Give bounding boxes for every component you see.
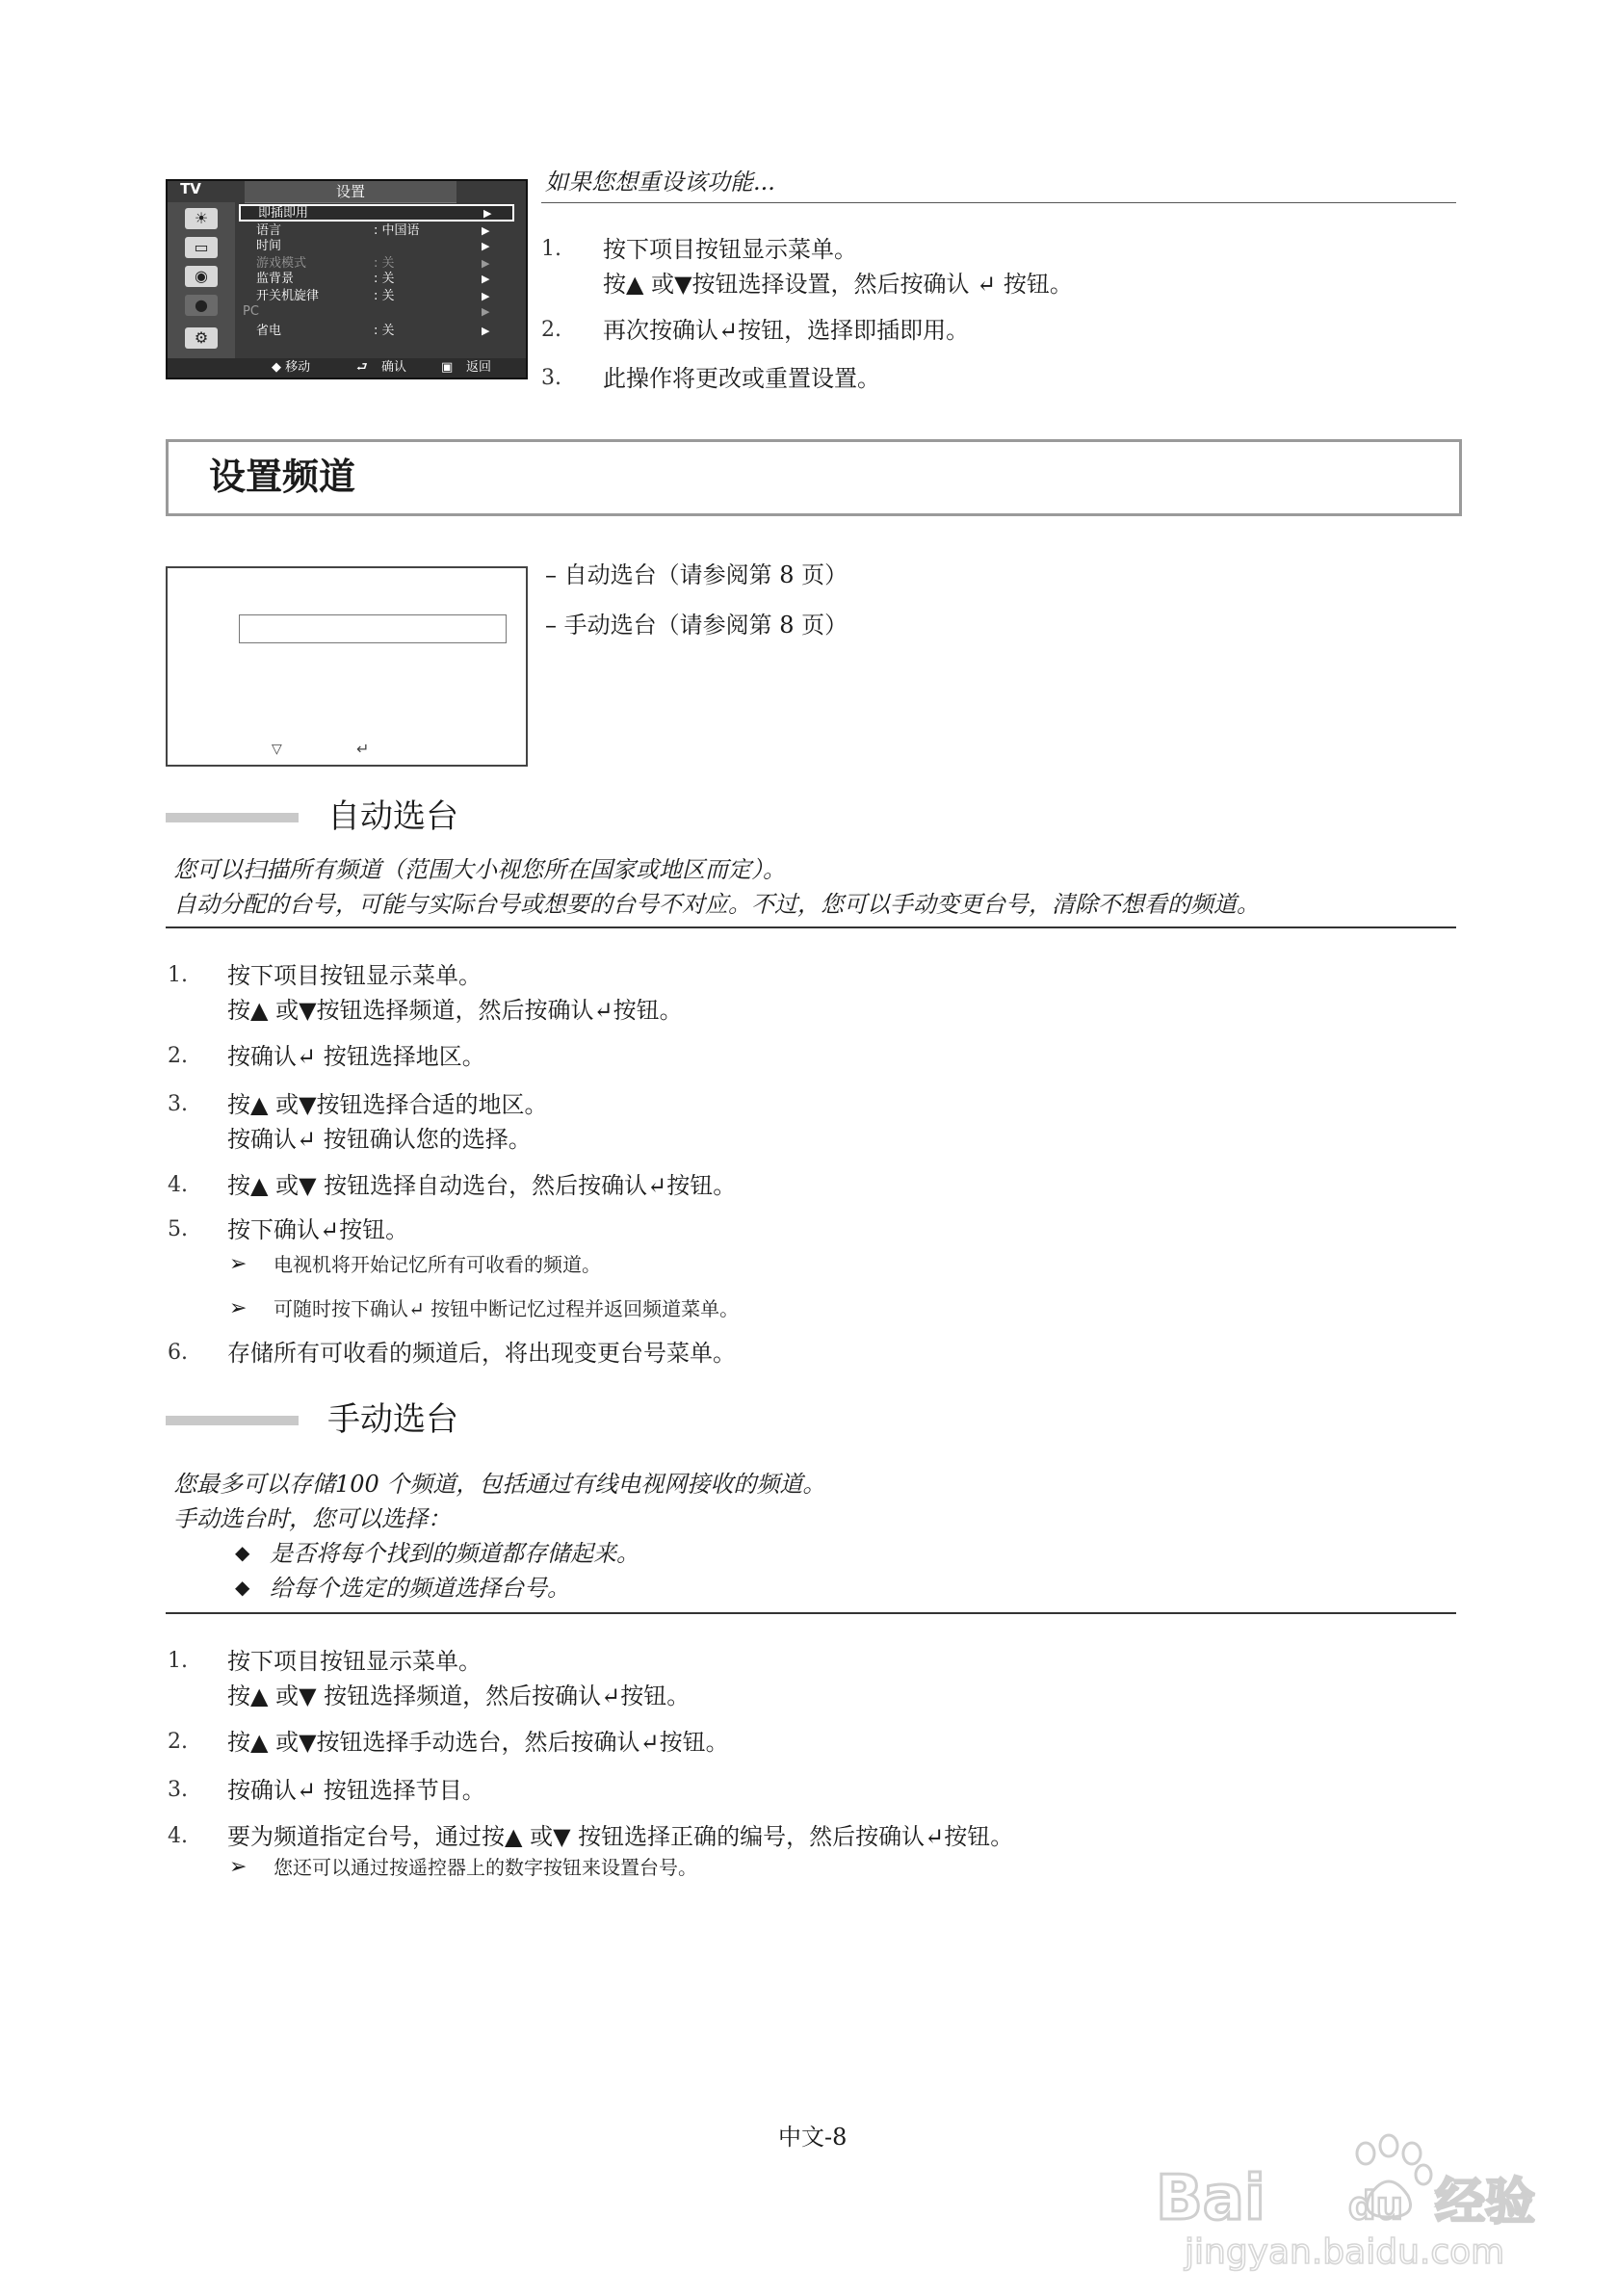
step-text: 此操作将更改或重置设置。 (603, 365, 880, 392)
step-text: 按下确认↵按钮。 (227, 1216, 409, 1243)
tv-menu-item[interactable]: 语言 : 中国语 ▶ (256, 223, 490, 238)
confirm-hint: 确认 (381, 360, 407, 375)
step-number: 1. (168, 963, 188, 987)
divider (166, 926, 1456, 928)
svg-text:du: du (1348, 2184, 1404, 2229)
bullet-text: 给每个选定的频道选择台号。 (270, 1575, 570, 1602)
step-text: 按▲ 或▼按钮选择合适的地区。 (227, 1091, 548, 1118)
move-icon: ▽ (272, 742, 282, 757)
toc-link-manual[interactable]: – 手动选台（请参阅第 8 页） (545, 612, 848, 639)
sound-icon: ▭ (185, 237, 218, 258)
intro-text: 自动分配的台号，可能与实际台号或想要的台号不对应。不过，您可以手动变更台号，清除不想看的频道。 (173, 891, 1260, 918)
step-text: 按▲ 或▼ 按钮选择自动选台，然后按确认↵按钮。 (227, 1172, 737, 1199)
tv-label: TV (180, 180, 201, 197)
section-banner (166, 439, 1462, 516)
tv-setup-menu (166, 179, 528, 379)
step-text: 按下项目按钮显示菜单。 (227, 962, 482, 989)
intro-text: 您最多可以存储100 个频道，包括通过有线电视网接收的频道。 (173, 1471, 826, 1498)
step-number: 6. (168, 1341, 188, 1365)
step-text: 按确认↵ 按钮选择地区。 (227, 1043, 485, 1070)
note-text: 可随时按下确认↵ 按钮中断记忆过程并返回频道菜单。 (274, 1297, 740, 1320)
note-arrow-icon: ➢ (229, 1252, 248, 1276)
step-text: 再次按确认↵按钮，选择即插即用。 (603, 317, 970, 344)
svg-text:Bai: Bai (1156, 2163, 1265, 2234)
setup-gear-icon: ⚙ (185, 327, 218, 349)
input-icon: ● (185, 295, 218, 316)
step-text: 按确认↵ 按钮选择节目。 (227, 1777, 485, 1804)
channel-icon: ◉ (185, 266, 218, 287)
tv-menu-item: PC ▶ (243, 304, 490, 319)
step-number: 3. (541, 366, 561, 390)
note-text: 您还可以通过按遥控器上的数字按钮来设置台号。 (274, 1856, 697, 1879)
step-number: 1. (168, 1649, 188, 1673)
step-text: 要为频道指定台号，通过按▲ 或▼ 按钮选择正确的编号，然后按确认↵按钮。 (227, 1823, 1014, 1850)
tv-menu-item[interactable]: 即插即用 ▶ (239, 204, 514, 222)
intro-text: 您可以扫描所有频道（范围大小视您所在国家或地区而定）。 (173, 856, 786, 883)
tv-menu-item: 游戏模式 : 关 ▶ (256, 256, 490, 271)
baidu-watermark-logo (1156, 2128, 1579, 2273)
step-text: 存储所有可收看的频道后，将出现变更台号菜单。 (227, 1340, 736, 1367)
step-number: 2. (168, 1730, 188, 1754)
step-number: 3. (168, 1778, 188, 1802)
tv-menu-item[interactable]: 开关机旋律 : 关 ▶ (256, 289, 490, 303)
section-bar (166, 813, 299, 822)
step-number: 2. (168, 1044, 188, 1068)
step-number: 1. (541, 237, 561, 261)
intro-text: 手动选台时，您可以选择： (173, 1505, 451, 1532)
channel-menu-screenshot (166, 566, 528, 767)
step-text: 按▲ 或▼ 按钮选择频道，然后按确认↵按钮。 (227, 1683, 691, 1709)
step-text: 按▲ 或▼按钮选择手动选台，然后按确认↵按钮。 (227, 1729, 729, 1756)
auto-tune-title: 自动选台 (327, 797, 458, 836)
tv-menu-item[interactable]: 省电 : 关 ▶ (256, 324, 490, 338)
step-number: 5. (168, 1217, 188, 1241)
reset-heading: 如果您想重设该功能... (545, 169, 775, 196)
tv-menu-list (239, 202, 520, 358)
picture-icon: ☀ (185, 208, 218, 229)
page-number: 中文-8 (778, 2124, 848, 2151)
tv-menu-sidebar (168, 202, 235, 358)
svg-text:jingyan.baidu.com: jingyan.baidu.com (1185, 2232, 1505, 2272)
banner-title: 设置频道 (209, 455, 356, 498)
diamond-bullet-icon: ◆ (235, 1541, 250, 1564)
step-text: 按▲ 或▼按钮选择设置，然后按确认 ↵ 按钮。 (603, 271, 1073, 298)
step-text: 按确认↵ 按钮确认您的选择。 (227, 1126, 532, 1153)
step-text: 按下项目按钮显示菜单。 (603, 236, 857, 263)
channel-menu-highlight (239, 614, 507, 643)
enter-icon: ⮐ (356, 360, 368, 375)
return-hint: 返回 (466, 360, 492, 375)
tv-menu-footer (168, 358, 526, 378)
section-bar (166, 1416, 299, 1425)
step-number: 4. (168, 1824, 188, 1848)
move-hint: ◆ 移动 (272, 360, 311, 375)
note-arrow-icon: ➢ (229, 1855, 248, 1879)
manual-tune-title: 手动选台 (327, 1400, 458, 1439)
enter-icon: ↵ (356, 740, 370, 758)
divider (166, 1612, 1456, 1614)
step-number: 4. (168, 1173, 188, 1197)
tv-menu-item[interactable]: 监背景 : 关 ▶ (256, 272, 490, 286)
toc-link-auto[interactable]: – 自动选台（请参阅第 8 页） (545, 561, 848, 588)
step-number: 3. (168, 1092, 188, 1116)
tv-menu-item[interactable]: 时间 ▶ (256, 239, 490, 253)
note-text: 电视机将开始记忆所有可收看的频道。 (274, 1253, 601, 1276)
note-arrow-icon: ➢ (229, 1296, 248, 1320)
diamond-bullet-icon: ◆ (235, 1576, 250, 1599)
return-icon: ▣ (441, 360, 454, 375)
step-text: 按▲ 或▼按钮选择频道，然后按确认↵按钮。 (227, 997, 683, 1024)
step-text: 按下项目按钮显示菜单。 (227, 1648, 482, 1675)
bullet-text: 是否将每个找到的频道都存储起来。 (270, 1540, 639, 1567)
svg-text:经验: 经验 (1435, 2174, 1536, 2231)
step-number: 2. (541, 318, 561, 342)
divider (541, 202, 1456, 203)
tv-menu-title: 设置 (245, 181, 456, 203)
